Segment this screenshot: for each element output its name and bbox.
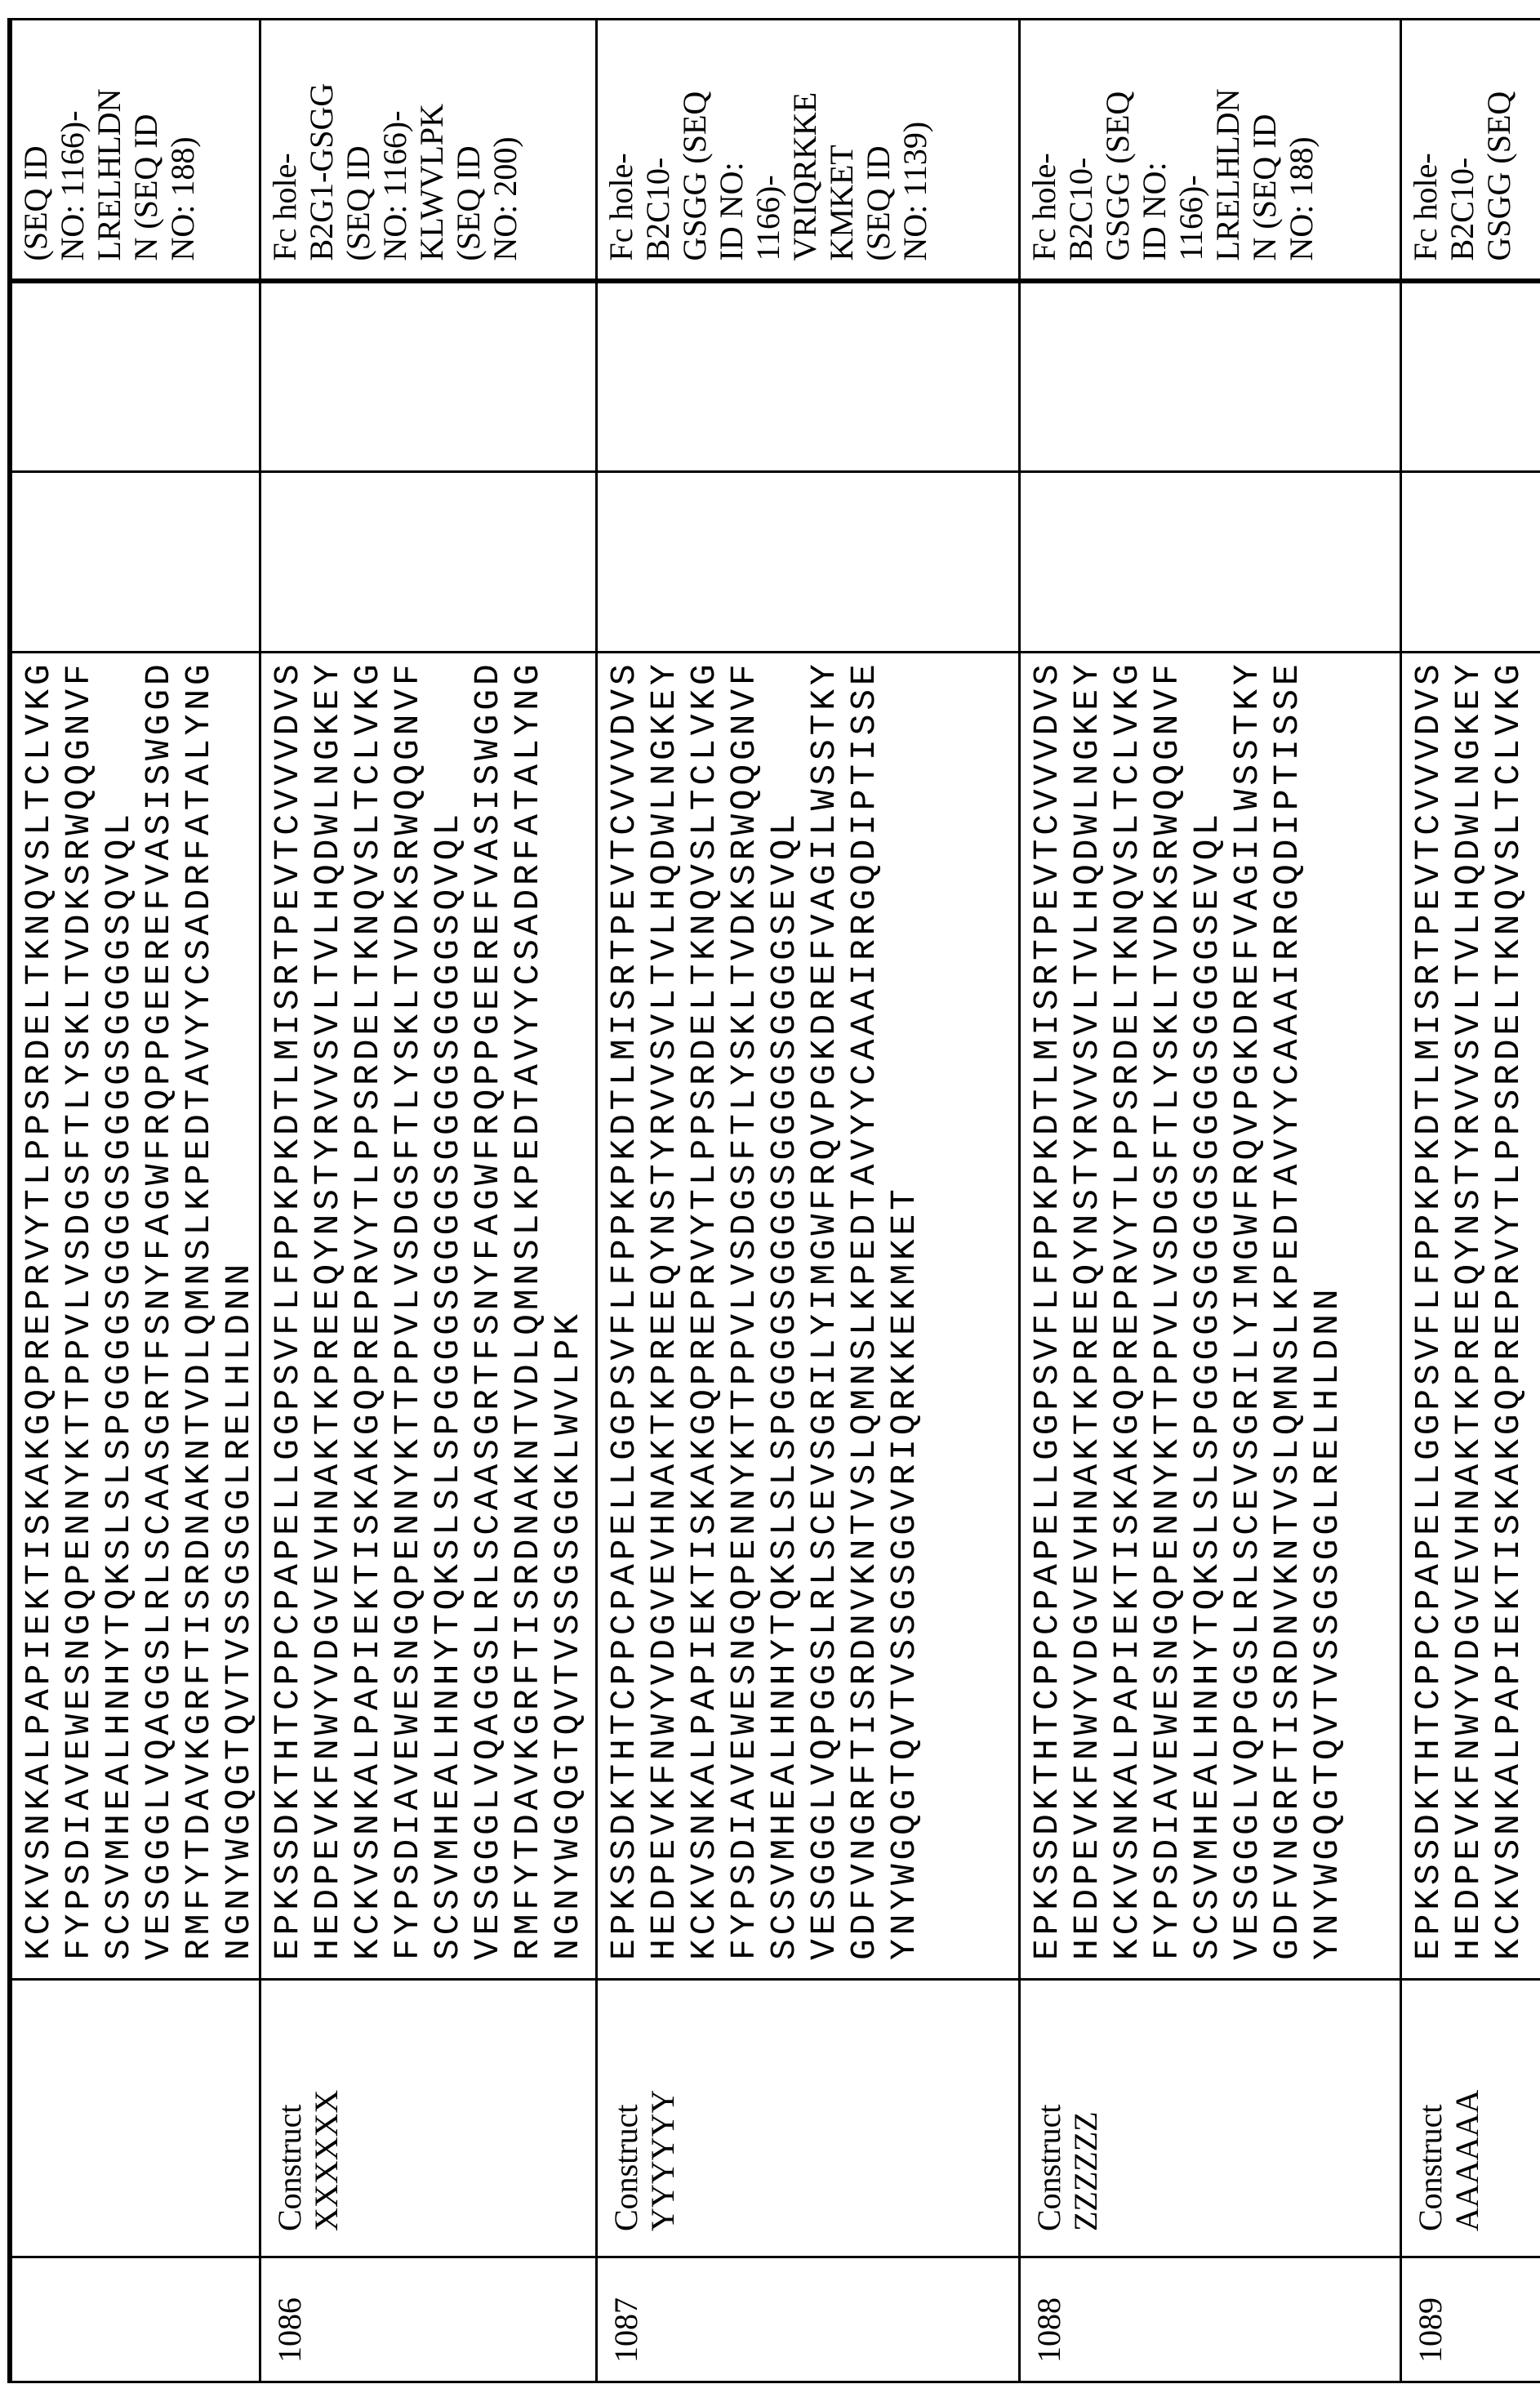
- sequence-line: NGNYWGQGTQVTVSSGSGGKLWVLPK: [548, 653, 588, 1960]
- construct-table: [7, 18, 1540, 2383]
- construct-description: Fc hole- B2C10- GSGG (SEQ: [1401, 20, 1540, 282]
- sequence-line: EPKSSDKTHTCPPCPAPELLGGPSVFLFPPKPKDTLMISRTPEVTCVVVDVS: [1027, 653, 1067, 1960]
- construct-name: Construct XXXXXX: [260, 1980, 597, 2257]
- sequence-line: SCSVMHEALHNHYTQKSLSLSPGGGGSGGGGSGGGGSGGGGSEVQL: [764, 653, 804, 1960]
- sequence-line: GDFVNGRFTISRDNVKNTVSLQMNSLKPEDTAVYYCAAAIRRGQDIPTISSE: [1267, 653, 1307, 1960]
- construct-name: [10, 1980, 260, 2257]
- sequence-cell: [10, 653, 260, 1980]
- construct-description: Fc hole- B2G1-GSGG (SEQ ID NO: 1166)- KLWVLPK (SEQ ID NO: 200): [260, 20, 597, 282]
- sequence-line: RMFYTDAVKGRFTISRDNAKNTVDLQMNSLKPEDTAVYYCSADRFATALYNG: [179, 653, 219, 1960]
- construct-number: 1086: [260, 2257, 597, 2382]
- empty-cell: [597, 472, 1020, 653]
- construct-number: 1089: [1401, 2257, 1540, 2382]
- sequence-cell: [1401, 653, 1540, 1980]
- sequence-line: VESGGGLVQPGGSLRLSCEVSGRILYIMGWFRQVPGKDREFVAGILWSSTKY: [804, 653, 844, 1960]
- sequence-cell: [597, 653, 1020, 1980]
- sequence-line: YNYWGQGTQVTVSSGSGGVRIQRKKEKMKET: [884, 653, 924, 1960]
- sequence-line: FYPSDIAVEWESNGQPENNYKTTPPVLVSDGSFTLYSKLTVDKSRWQQGNVF: [1147, 653, 1187, 1960]
- sequence-line: KCKVSNKALPAPIEKTISKAKGQPREPRVYTLPPSRDELTKNQVSLTCLVKG: [1107, 653, 1147, 1960]
- construct-name: Construct ZZZZZZ: [1020, 1980, 1401, 2257]
- table-row: [10, 20, 260, 2382]
- sequence-line: EPKSSDKTHTCPPCPAPELLGGPSVFLFPPKPKDTLMISRTPEVTCVVVDVS: [604, 653, 644, 1960]
- empty-cell: [260, 472, 597, 653]
- sequence-line: FYPSDIAVEWESNGQPENNYKTTPPVLVSDGSFTLYSKLTVDKSRWQQGNVF: [388, 653, 428, 1960]
- sequence-line: YNYWGQGTQVTVSSGSGGLRELHLDNN: [1307, 653, 1347, 1960]
- sequence-line: EPKSSDKTHTCPPCPAPELLGGPSVFLFPPKPKDTLMISRTPEVTCVVVDVS: [268, 653, 308, 1960]
- sequence-line: FYPSDIAVEWESNGQPENNYKTTPPVLVSDGSFTLYSKLTVDKSRWQQGNVF: [59, 653, 99, 1960]
- sequence-line: EPKSSDKTHTCPPCPAPELLGGPSVFLFPPKPKDTLMISRTPEVTCVVVDVS: [1409, 653, 1449, 1960]
- sequence-line: KCKVSNKALPAPIEKTISKAKGQPREPRVYTLPPSRDELTKNQVSLTCLVKG: [19, 653, 59, 1960]
- construct-description: Fc hole- B2C10- GSGG (SEQ ID NO: 1166)- VRIQRKKE KMKET (SEQ ID NO: 1139): [597, 20, 1020, 282]
- empty-cell: [10, 472, 260, 653]
- table-row: [1401, 20, 1540, 2382]
- construct-description: Fc hole- B2C10- GSGG (SEQ ID NO: 1166)- LRELHLDN N (SEQ ID NO: 188): [1020, 20, 1401, 282]
- sequence-line: RMFYTDAVKGRFTISRDNAKNTVDLQMNSLKPEDTAVYYCSADRFATALYNG: [508, 653, 548, 1960]
- table-row: [597, 20, 1020, 2382]
- sequence-line: VESGGGLVQAGGSLRLSCAASGRTFSNYFAGWFRQPPGEEREFVASISWGGD: [139, 653, 179, 1960]
- sequence-line: KCKVSNKALPAPIEKTISKAKGQPREPRVYTLPPSRDELTKNQVSLTCLVKG: [1489, 653, 1529, 1960]
- empty-cell: [1020, 282, 1401, 472]
- empty-cell: [260, 282, 597, 472]
- construct-description: (SEQ ID NO: 1166)- LRELHLDN N (SEQ ID NO: 188): [10, 20, 260, 282]
- sequence-line: FYPSDIAVEWESNGQPENNYKTTPPVLVSDGSFTLYSKLTVDKSRWQQGNVF: [724, 653, 764, 1960]
- sequence-line: KCKVSNKALPAPIEKTISKAKGQPREPRVYTLPPSRDELTKNQVSLTCLVKG: [684, 653, 724, 1960]
- sequence-line: SCSVMHEALHNHYTQKSLSLSPGGGGSGGGGSGGGGSGGGGSQVQL: [428, 653, 468, 1960]
- sequence-line: KCKVSNKALPAPIEKTISKAKGQPREPRVYTLPPSRDELTKNQVSLTCLVKG: [348, 653, 388, 1960]
- sequence-line: SCSVMHEALHNHYTQKSLSLSPGGGGSGGGGSGGGGSGGGGSQVQL: [99, 653, 139, 1960]
- table-row: [1020, 20, 1401, 2382]
- construct-name: Construct YYYYYY: [597, 1980, 1020, 2257]
- sequence-line: VESGGGLVQAGGSLRLSCAASGRTFSNYFAGWFRQPPGEEREFVASISWGGD: [468, 653, 508, 1960]
- empty-cell: [1401, 282, 1540, 472]
- empty-cell: [597, 282, 1020, 472]
- sequence-line: HEDPEVKFNWYVDGVEVHNAKTKPREEQYNSTYRVVSVLTVLHQDWLNGKEY: [644, 653, 684, 1960]
- sequence-line: VESGGGLVQPGGSLRLSCEVSGRILYIMGWFRQVPGKDREFVAGILWSSTKY: [1227, 653, 1267, 1960]
- construct-number: 1087: [597, 2257, 1020, 2382]
- sequence-cell: [1020, 653, 1401, 1980]
- empty-cell: [1020, 472, 1401, 653]
- sequence-line: HEDPEVKFNWYVDGVEVHNAKTKPREEQYNSTYRVVSVLTVLHQDWLNGKEY: [308, 653, 348, 1960]
- construct-number: [10, 2257, 260, 2382]
- sequence-line: GDFVNGRFTISRDNVKNTVSLQMNSLKPEDTAVYYCAAAIRRGQDIPTISSE: [844, 653, 884, 1960]
- rotated-page: [0, 0, 1540, 2393]
- empty-cell: [10, 282, 260, 472]
- table-row: [260, 20, 597, 2382]
- sequence-line: NGNYWGQGTQVTVSSGSGGLRELHLDNN: [219, 653, 259, 1960]
- sequence-line: SCSVMHEALHNHYTQKSLSLSPGGGGSGGGGSGGGGSGGGGSEVQL: [1187, 653, 1227, 1960]
- construct-number: 1088: [1020, 2257, 1401, 2382]
- empty-cell: [1401, 472, 1540, 653]
- sequence-line: HEDPEVKFNWYVDGVEVHNAKTKPREEQYNSTYRVVSVLTVLHQDWLNGKEY: [1067, 653, 1107, 1960]
- construct-name: Construct AAAAAA: [1401, 1980, 1540, 2257]
- sequence-line: HEDPEVKFNWYVDGVEVHNAKTKPREEQYNSTYRVVSVLTVLHQDWLNGKEY: [1449, 653, 1489, 1960]
- sequence-cell: [260, 653, 597, 1980]
